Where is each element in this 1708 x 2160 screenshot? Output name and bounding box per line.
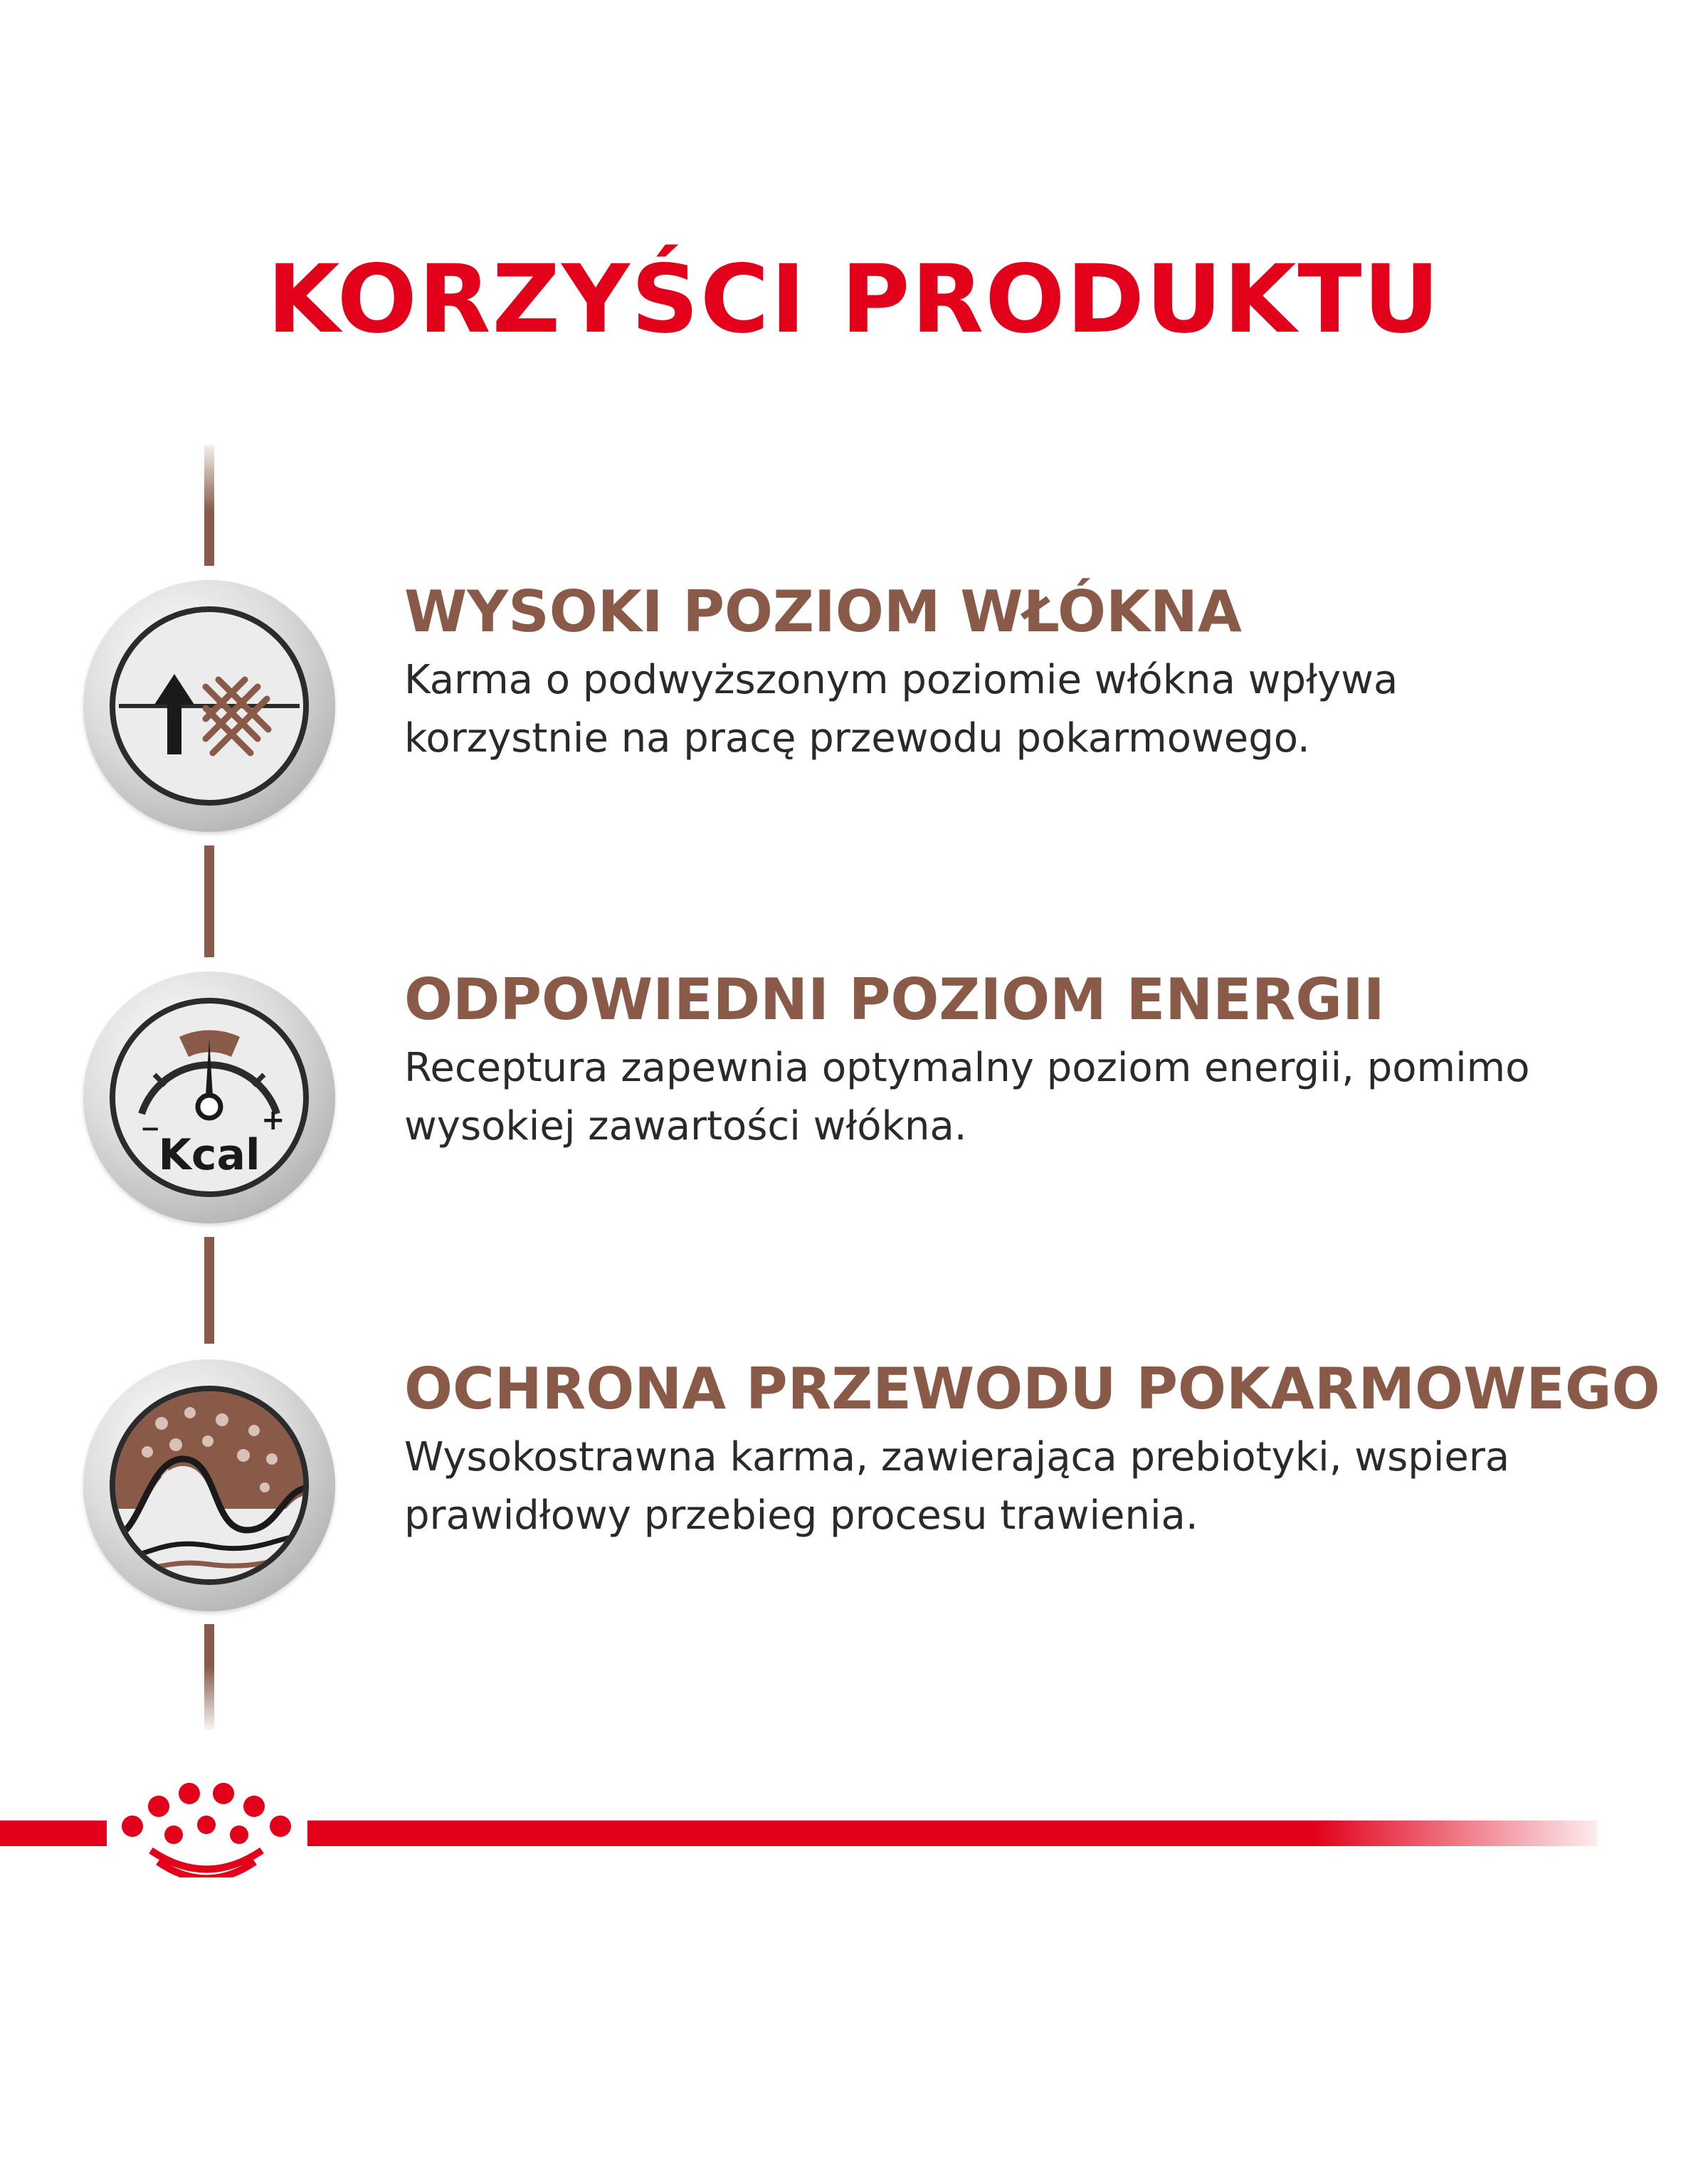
svg-text:−: − — [140, 1115, 161, 1143]
page-title: KORZYŚCI PRODUKTU — [267, 245, 1441, 354]
energy-gauge-icon — [83, 971, 335, 1223]
timeline-line-segment — [204, 1237, 214, 1344]
benefit-description-line: wysokiej zawartości włókna. — [404, 1103, 967, 1149]
timeline-line-bottom — [204, 1624, 214, 1729]
svg-text:+: + — [261, 1104, 285, 1137]
benefit-description-line: Karma o podwyższonym poziomie włókna wpływa — [404, 657, 1398, 703]
benefit-description-line: prawidłowy przebieg procesu trawienia. — [404, 1492, 1198, 1539]
digestive-tract-icon — [83, 1359, 335, 1611]
kcal-label: Kcal — [158, 1130, 260, 1180]
benefit-heading: WYSOKI POZIOM WŁÓKNA — [404, 579, 1242, 645]
timeline-line-top — [204, 445, 214, 566]
benefit-description — [404, 651, 1685, 768]
benefit-heading: OCHRONA PRZEWODU POKARMOWEGO — [404, 1356, 1660, 1422]
benefit-description — [404, 1039, 1685, 1156]
timeline-line-segment — [204, 845, 214, 957]
brand-band-left — [0, 1821, 107, 1846]
royal-canin-crown-icon — [114, 1771, 299, 1877]
benefit-description — [404, 1428, 1685, 1545]
fiber-up-icon — [83, 580, 335, 832]
benefit-heading: ODPOWIEDNI POZIOM ENERGII — [404, 966, 1385, 1033]
benefit-description-line: korzystnie na pracę przewodu pokarmowego. — [404, 715, 1310, 762]
benefit-description-line: Wysokostrawna karma, zawierająca prebiotyki, wspiera — [404, 1434, 1510, 1480]
brand-band-right — [307, 1821, 1597, 1846]
benefit-description-line: Receptura zapewnia optymalny poziom energii, pomimo — [404, 1045, 1530, 1091]
